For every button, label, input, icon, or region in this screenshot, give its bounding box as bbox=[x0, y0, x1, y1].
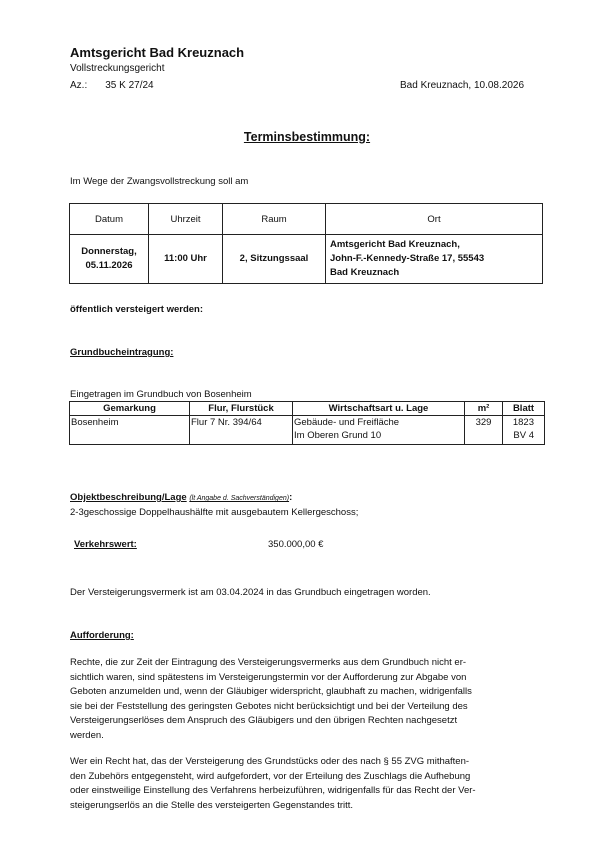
land-register-table bbox=[69, 401, 545, 445]
paragraph-line: Versteigerungserlöses dem Anspruch des Gläubigers und den übrigen Rechten nachgesetzt bbox=[70, 715, 458, 727]
court-name: Amtsgericht Bad Kreuznach bbox=[70, 45, 245, 60]
paragraph-line: sichtlich waren, sind spätestens im Versteigerungstermin vor der Aufforderung zur Abgabe von bbox=[70, 671, 467, 683]
header-date: Datum bbox=[70, 204, 149, 235]
appointment-day: 05.11.2026 bbox=[85, 260, 133, 271]
place-line-2: John-F.-Kennedy-Straße 17, 55543 bbox=[330, 253, 485, 264]
blatt-line-1: 1823 bbox=[512, 417, 534, 428]
header-time: Uhrzeit bbox=[149, 204, 223, 235]
header-flur: Flur, Flurstück bbox=[190, 402, 293, 416]
appointment-weekday: Donnerstag, bbox=[81, 246, 137, 257]
cell-gemarkung: Bosenheim bbox=[70, 416, 190, 445]
object-heading-colon: : bbox=[289, 492, 293, 503]
court-department: Vollstreckungsgericht bbox=[70, 63, 165, 74]
object-source-note: (lt Angabe d. Sachverständigen) bbox=[189, 495, 290, 502]
market-value-label: Verkehrswert: bbox=[74, 539, 137, 550]
paragraph-line: den Zubehörs entgegensteht, wird aufgefordert, vor der Erteilung des Zuschlags die Aufhebung bbox=[70, 770, 471, 782]
cell-flur: Flur 7 Nr. 394/64 bbox=[190, 416, 293, 445]
paragraph-line: sie bei der Feststellung des geringsten Gebotes nicht berücksichtigt und bei der Verteilung des bbox=[70, 700, 468, 712]
cell-blatt bbox=[503, 416, 545, 445]
file-reference-label: Az.: bbox=[70, 80, 88, 91]
header-blatt: Blatt bbox=[503, 402, 545, 416]
paragraph-line: Rechte, die zur Zeit der Eintragung des Versteigerungsvermerks aus dem Grundbuch nicht er- bbox=[70, 657, 467, 668]
place-line-1: Amtsgericht Bad Kreuznach, bbox=[330, 239, 460, 250]
blatt-line-2: BV 4 bbox=[513, 430, 534, 441]
cell-qm: 329 bbox=[465, 416, 503, 445]
place-date: Bad Kreuznach, 10.08.2026 bbox=[400, 80, 524, 91]
table-row bbox=[70, 416, 545, 445]
appointment-value-row bbox=[70, 235, 543, 284]
land-register-entered: Eingetragen im Grundbuch von Bosenheim bbox=[70, 389, 252, 400]
place-line-3: Bad Kreuznach bbox=[330, 267, 400, 278]
land-register-heading: Grundbucheintragung: bbox=[70, 347, 174, 358]
header-qm: m² bbox=[465, 402, 503, 416]
paragraph-line: werden. bbox=[70, 729, 104, 741]
appointment-table bbox=[69, 203, 543, 284]
appointment-date bbox=[70, 235, 149, 284]
market-value: 350.000,00 € bbox=[268, 539, 324, 550]
appointment-time: 11:00 Uhr bbox=[149, 235, 223, 284]
auction-statement: öffentlich versteigert werden: bbox=[70, 304, 204, 315]
file-reference-number: 35 K 27/24 bbox=[105, 80, 154, 91]
header-room: Raum bbox=[223, 204, 326, 235]
object-heading-text: Objektbeschreibung/Lage bbox=[70, 492, 187, 503]
file-reference bbox=[70, 80, 154, 91]
intro-text: Im Wege der Zwangsvollstreckung soll am bbox=[70, 176, 249, 187]
paragraph-line: Geboten anzumelden und, wenn der Gläubiger widerspricht, glaubhaft zu machen, widrigenfalls bbox=[70, 686, 472, 698]
art-line-2: Im Oberen Grund 10 bbox=[294, 430, 382, 441]
appointment-header-row bbox=[70, 204, 543, 235]
cell-wirtschaftsart bbox=[293, 416, 465, 445]
art-line-1: Gebäude- und Freifläche bbox=[294, 417, 400, 428]
appointment-room: 2, Sitzungssaal bbox=[223, 235, 326, 284]
header-wirtschaftsart: Wirtschaftsart u. Lage bbox=[293, 402, 465, 416]
paragraph-line: oder einstweilige Einstellung des Verfahrens herbeizuführen, widrigenfalls für das Recht der Ver- bbox=[70, 785, 476, 797]
request-heading: Aufforderung: bbox=[70, 630, 134, 641]
document-title: Terminsbestimmung: bbox=[243, 130, 371, 144]
auction-note: Der Versteigerungsvermerk ist am 03.04.2024 in das Grundbuch eingetragen worden. bbox=[70, 587, 431, 598]
paragraph-line: steigerungserlös an die Stelle des versteigerten Gegenstandes tritt. bbox=[70, 799, 354, 811]
header-place: Ort bbox=[326, 204, 543, 235]
land-register-header-row bbox=[70, 402, 545, 416]
header-gemarkung: Gemarkung bbox=[70, 402, 190, 416]
request-paragraph-2 bbox=[70, 755, 545, 813]
appointment-place bbox=[326, 235, 543, 284]
paragraph-line: Wer ein Recht hat, das der Versteigerung des Grundstücks oder des nach § 55 ZVG mithaften- bbox=[70, 756, 470, 767]
object-heading bbox=[70, 492, 292, 503]
object-description: 2-3geschossige Doppelhaushälfte mit ausgebautem Kellergeschoss; bbox=[70, 507, 359, 518]
request-paragraph-1 bbox=[70, 656, 545, 744]
